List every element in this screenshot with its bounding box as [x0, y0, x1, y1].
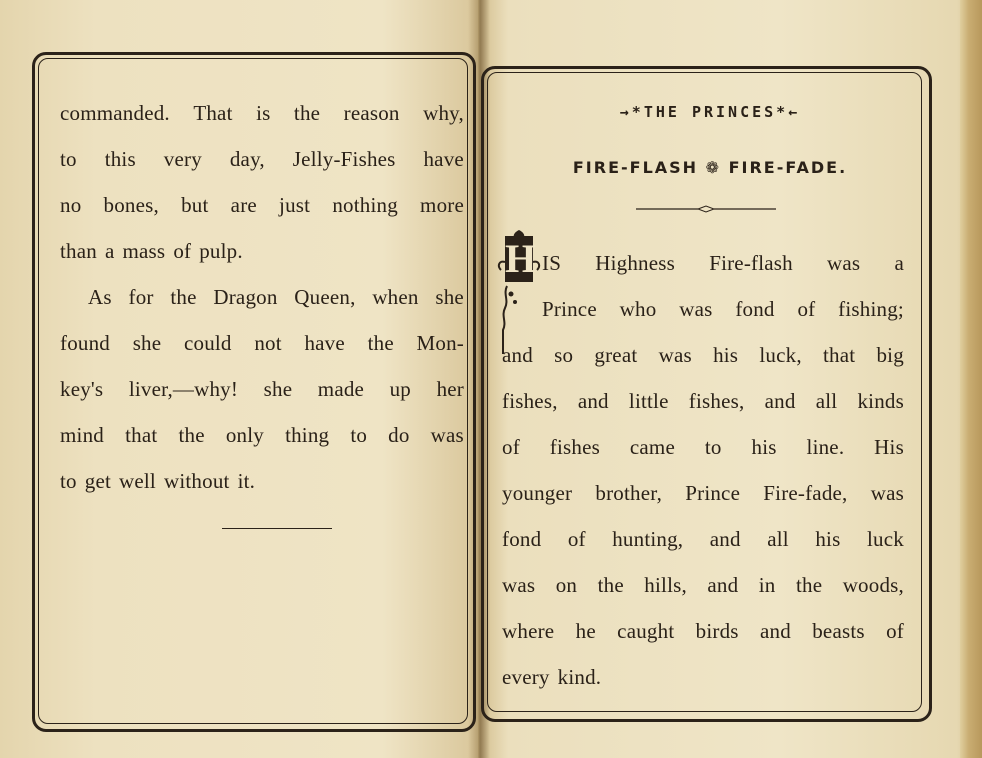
- word: IS: [542, 251, 562, 275]
- word: his: [815, 527, 841, 551]
- word: line.: [806, 435, 845, 459]
- word: was: [827, 251, 861, 275]
- word: of: [173, 239, 192, 263]
- word: nothing: [332, 193, 398, 217]
- word: kinds: [857, 389, 904, 413]
- word: this: [104, 147, 136, 171]
- text-line: [502, 608, 904, 654]
- word: when: [372, 285, 419, 309]
- word: could: [183, 331, 232, 355]
- word: birds: [695, 619, 739, 643]
- text-line: [502, 332, 904, 378]
- word: she: [132, 331, 162, 355]
- word: Prince: [685, 481, 741, 505]
- word: to: [350, 423, 368, 447]
- word: Mon-: [416, 331, 464, 355]
- text-line: [60, 136, 464, 182]
- word: it.: [237, 469, 256, 493]
- word: key's: [60, 377, 104, 401]
- word: hunting,: [612, 527, 684, 551]
- word: As: [88, 285, 112, 309]
- word: commanded.: [60, 101, 170, 125]
- word: thing: [285, 423, 330, 447]
- word: and: [707, 573, 739, 597]
- word: Prince: [542, 297, 597, 321]
- text-line: [502, 424, 904, 470]
- word: luck: [866, 527, 904, 551]
- word: is: [256, 101, 271, 125]
- word: woods,: [842, 573, 904, 597]
- word: but: [181, 193, 209, 217]
- word: just: [279, 193, 311, 217]
- word: well: [119, 469, 156, 493]
- word: a: [894, 251, 904, 275]
- text-line: [502, 470, 904, 516]
- word: found: [60, 331, 110, 355]
- word: to: [60, 147, 77, 171]
- word: day,: [229, 147, 265, 171]
- word: Highness: [595, 251, 676, 275]
- word: only: [225, 423, 264, 447]
- word: and: [764, 389, 796, 413]
- word: beasts: [812, 619, 865, 643]
- word: all: [815, 389, 838, 413]
- word: and: [502, 343, 533, 367]
- text-line: [60, 90, 464, 136]
- word: fishes,: [502, 389, 558, 413]
- chapter-title-line2: FIRE-FLASH ❁ FIRE-FADE.: [572, 158, 848, 177]
- word: His: [874, 435, 904, 459]
- word: and: [759, 619, 791, 643]
- word: where: [502, 619, 555, 643]
- word: do: [388, 423, 410, 447]
- word: to: [704, 435, 722, 459]
- word: all: [767, 527, 789, 551]
- word: brother,: [595, 481, 663, 505]
- word: and: [709, 527, 741, 551]
- word: Jelly-Fishes: [292, 147, 396, 171]
- right-page-text: [502, 240, 904, 700]
- word: have: [304, 331, 345, 355]
- word: caught: [617, 619, 675, 643]
- word: no: [60, 193, 82, 217]
- word: than: [60, 239, 97, 263]
- text-line: [60, 412, 464, 458]
- page-edges: [960, 0, 982, 758]
- word: have: [423, 147, 464, 171]
- text-line: [502, 240, 904, 286]
- text-line: [502, 286, 904, 332]
- word: up: [389, 377, 412, 401]
- word: the: [170, 285, 197, 309]
- word: little: [628, 389, 669, 413]
- text-line: [60, 274, 464, 320]
- word: was: [430, 423, 464, 447]
- word: she: [435, 285, 464, 309]
- word: her: [436, 377, 464, 401]
- word: she: [263, 377, 293, 401]
- word: and: [577, 389, 609, 413]
- text-line: [502, 378, 904, 424]
- word: Fire-flash: [709, 251, 793, 275]
- word: fond: [502, 527, 542, 551]
- word: hills,: [644, 573, 687, 597]
- word: for: [128, 285, 154, 309]
- text-line: [60, 366, 464, 412]
- word: bones,: [103, 193, 159, 217]
- word: without: [163, 469, 230, 493]
- word: the: [795, 573, 823, 597]
- word: his: [751, 435, 777, 459]
- chapter-title-line1: →*THE PRINCES*←: [619, 103, 801, 121]
- word: why,: [423, 101, 464, 125]
- word: more: [420, 193, 464, 217]
- word: every: [502, 665, 550, 689]
- left-page-text: [60, 90, 464, 504]
- word: of: [567, 527, 586, 551]
- word: pulp.: [199, 239, 243, 263]
- word: the: [597, 573, 624, 597]
- word: great: [594, 343, 638, 367]
- word: fond: [735, 297, 775, 321]
- word: liver,—why!: [128, 377, 239, 401]
- word: on: [555, 573, 578, 597]
- word: he: [575, 619, 596, 643]
- text-line: [60, 458, 464, 504]
- text-line: [60, 182, 464, 228]
- word: reason: [343, 101, 400, 125]
- word: Dragon: [213, 285, 278, 309]
- text-line: [502, 516, 904, 562]
- word: a: [104, 239, 115, 263]
- ornamental-rule: [636, 205, 776, 213]
- text-line: [502, 562, 904, 608]
- word: made: [317, 377, 365, 401]
- word: the: [367, 331, 394, 355]
- word: that: [822, 343, 856, 367]
- word: Queen,: [294, 285, 356, 309]
- word: mass: [122, 239, 166, 263]
- word: kind.: [557, 665, 602, 689]
- word: of: [502, 435, 520, 459]
- word: That: [193, 101, 233, 125]
- word: came: [629, 435, 675, 459]
- word: are: [230, 193, 257, 217]
- word: was: [679, 297, 713, 321]
- word: the: [178, 423, 205, 447]
- word: who: [619, 297, 657, 321]
- word: so: [554, 343, 574, 367]
- word: was: [502, 573, 536, 597]
- text-line: [502, 654, 904, 700]
- word: his: [713, 343, 739, 367]
- word: was: [658, 343, 692, 367]
- text-line: [60, 320, 464, 366]
- word: fishes: [549, 435, 600, 459]
- word: luck,: [759, 343, 802, 367]
- word: very: [163, 147, 202, 171]
- word: Fire-fade,: [763, 481, 848, 505]
- word: that: [125, 423, 158, 447]
- drop-cap-letter: H: [505, 236, 537, 281]
- word: of: [886, 619, 904, 643]
- word: not: [254, 331, 282, 355]
- word: the: [293, 101, 321, 125]
- word: of: [797, 297, 816, 321]
- word: in: [758, 573, 776, 597]
- text-line: [60, 228, 464, 274]
- end-rule: [222, 528, 332, 529]
- word: to: [60, 469, 77, 493]
- word: fishing;: [838, 297, 904, 321]
- word: was: [870, 481, 904, 505]
- word: big: [876, 343, 904, 367]
- word: younger: [502, 481, 573, 505]
- word: mind: [60, 423, 104, 447]
- word: fishes,: [688, 389, 745, 413]
- word: get: [84, 469, 112, 493]
